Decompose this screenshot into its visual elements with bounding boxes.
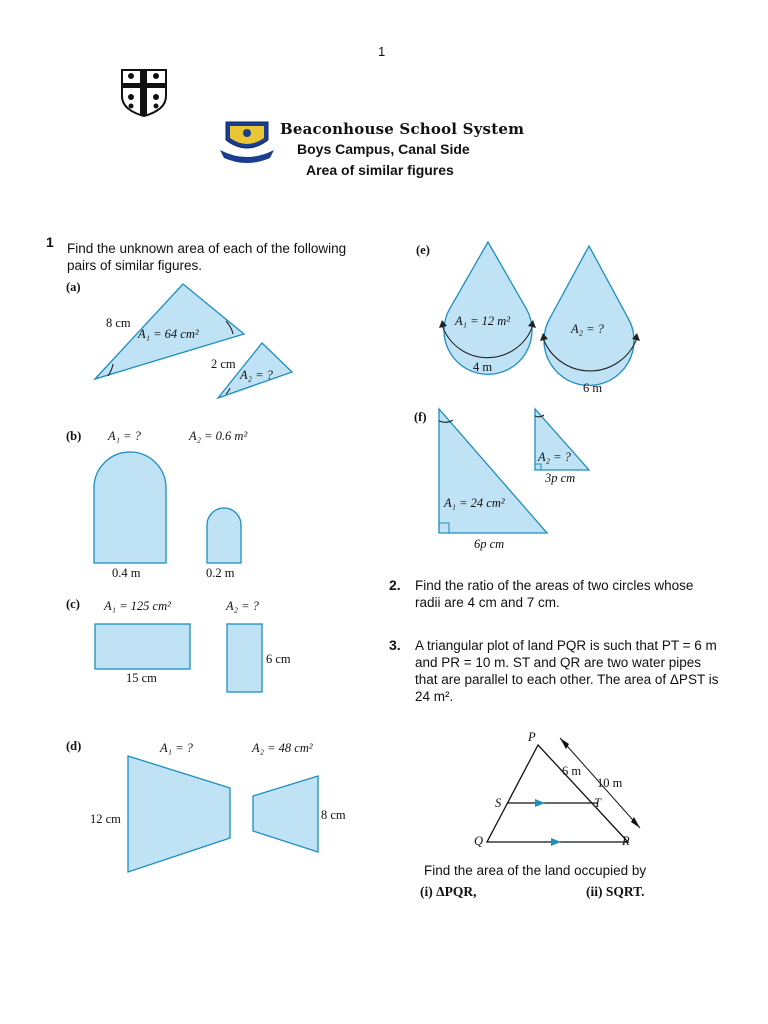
part-a-side2: 2 cm bbox=[211, 357, 236, 371]
part-d-area2: A₂ = 48 cm² bbox=[252, 741, 313, 755]
q1-number: 1 bbox=[46, 234, 54, 250]
part-e-arc2: 6 m bbox=[583, 381, 603, 395]
fig-d-trapezium-large bbox=[128, 756, 230, 872]
part-b-area2: A₂ = 0.6 m² bbox=[189, 429, 248, 443]
q1-text-line1: Find the unknown area of each of the following bbox=[67, 241, 347, 256]
q3-find-text: Find the area of the land occupied by bbox=[424, 863, 647, 878]
fig-c-rect-small bbox=[227, 624, 262, 692]
vertex-r: R bbox=[622, 834, 630, 848]
part-a-side1: 8 cm bbox=[106, 316, 131, 330]
part-c-area2: A₂ = ? bbox=[226, 599, 259, 613]
vertex-p: P bbox=[528, 730, 536, 744]
triangle-pqr-diagram bbox=[487, 738, 640, 846]
q3-part-i: (i) ΔPQR, bbox=[420, 884, 477, 899]
fig-e-drop-small bbox=[444, 242, 532, 374]
part-e-area1: A₁ = 12 m² bbox=[455, 314, 511, 328]
school-logo bbox=[220, 122, 274, 163]
length-pt: 6 m bbox=[562, 764, 582, 778]
length-pr: 10 m bbox=[597, 776, 623, 790]
page-number: 1 bbox=[378, 44, 386, 59]
part-c-area1: A₁ = 125 cm² bbox=[104, 599, 171, 613]
q2-text-line1: Find the ratio of the areas of two circles whose bbox=[415, 578, 694, 593]
q3-part-ii: (ii) SQRT. bbox=[586, 884, 645, 899]
q3-text-line2: and PR = 10 m. ST and QR are two water pipes bbox=[415, 655, 702, 670]
part-b-tag: (b) bbox=[66, 429, 82, 443]
worksheet-topic: Area of similar figures bbox=[306, 162, 454, 178]
part-d-area1: A₁ = ? bbox=[160, 741, 193, 755]
fig-b-arch-small bbox=[207, 508, 241, 563]
part-f-area1: A₁ = 24 cm² bbox=[444, 496, 505, 510]
campus-name: Boys Campus, Canal Side bbox=[297, 141, 470, 157]
part-e-tag: (e) bbox=[416, 243, 430, 257]
part-c-tag: (c) bbox=[66, 597, 80, 611]
part-d-side1: 12 cm bbox=[90, 812, 121, 826]
part-f-base1: 6p cm bbox=[474, 537, 505, 551]
part-e-arc1: 4 m bbox=[473, 360, 493, 374]
q2-text-line2: radii are 4 cm and 7 cm. bbox=[415, 595, 560, 610]
part-b-width2: 0.2 m bbox=[206, 566, 235, 580]
fig-c-rect-large bbox=[95, 624, 190, 669]
q3-text-line3: that are parallel to each other. The area of ΔPST is bbox=[415, 672, 719, 687]
fig-f-triangle-large bbox=[439, 409, 547, 533]
part-a-tag: (a) bbox=[66, 280, 81, 294]
q1-text-line2: pairs of similar figures. bbox=[67, 258, 203, 273]
vertex-s: S bbox=[495, 796, 502, 810]
school-name: Beaconhouse School System bbox=[280, 120, 525, 138]
fig-d-trapezium-small bbox=[253, 776, 318, 852]
part-b-area1: A₁ = ? bbox=[108, 429, 141, 443]
part-c-height2: 6 cm bbox=[266, 652, 291, 666]
part-f-tag: (f) bbox=[414, 410, 427, 424]
part-d-side2: 8 cm bbox=[321, 808, 346, 822]
part-a-area2: A₂ = ? bbox=[240, 368, 273, 382]
fig-e-drop-large bbox=[544, 246, 634, 385]
part-c-width1: 15 cm bbox=[126, 671, 157, 685]
q2-number: 2. bbox=[389, 577, 401, 593]
vertex-q: Q bbox=[474, 834, 484, 848]
q3-text-line1: A triangular plot of land PQR is such that PT = 6 m bbox=[415, 638, 717, 653]
part-e-area2: A₂ = ? bbox=[571, 322, 604, 336]
part-b-width1: 0.4 m bbox=[112, 566, 141, 580]
part-f-area2: A₂ = ? bbox=[538, 450, 571, 464]
vertex-t: T bbox=[594, 796, 601, 810]
part-a-area1: A₁ = 64 cm² bbox=[138, 327, 199, 341]
q3-text-line4: 24 m². bbox=[415, 689, 454, 704]
part-f-base2: 3p cm bbox=[545, 471, 576, 485]
q3-number: 3. bbox=[389, 637, 401, 653]
fig-b-arch-large bbox=[94, 452, 166, 563]
crest-logo bbox=[122, 70, 166, 116]
part-d-tag: (d) bbox=[66, 739, 82, 753]
